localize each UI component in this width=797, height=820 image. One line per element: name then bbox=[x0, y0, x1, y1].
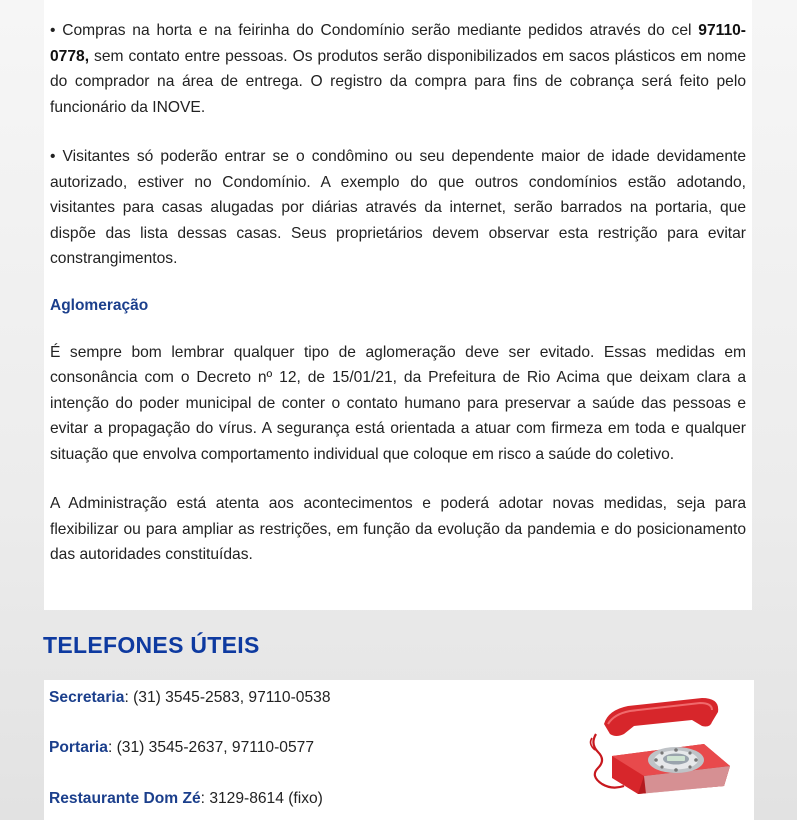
contact-restaurante bbox=[49, 789, 323, 809]
contact-label: Restaurante Dom Zé bbox=[49, 790, 201, 807]
compras-phone-number: 97110-0778, bbox=[50, 22, 746, 65]
compras-text-after: sem contato entre pessoas. Os produtos serão disponibilizados em sacos plásticos em nome do comprador na área de entrega. O registro da compra para fins de cobrança será feito pelo funcionário da INOVE. bbox=[50, 47, 746, 116]
contact-secretaria bbox=[49, 688, 331, 708]
contact-value: : 3129-8614 (fixo) bbox=[200, 790, 323, 807]
contact-label: Portaria bbox=[49, 739, 108, 756]
telefones-title: TELEFONES ÚTEIS bbox=[43, 632, 260, 658]
paragraph-visitantes: • Visitantes só poderão entrar se o condômino ou seu dependente maior de idade devidamente autorizado, estiver no Condomínio. A exemplo do que outros condomínios estão adotando, visitantes para casas alugadas por diárias através da internet, serão barrados na portaria, que dispõe das lista dessas casas. Seus proprietários devem observar esta restrição para evitar constrangimentos. bbox=[50, 148, 746, 267]
contact-portaria bbox=[49, 738, 314, 758]
red-telephone-icon bbox=[584, 694, 738, 798]
contact-value: : (31) 3545-2583, 97110-0538 bbox=[124, 689, 331, 706]
contacts-panel bbox=[44, 680, 754, 820]
contact-label: Secretaria bbox=[49, 689, 125, 706]
paragraph-aglomeracao: É sempre bom lembrar qualquer tipo de aglomeração deve ser evitado. Essas medidas em consonância com o Decreto nº 12, de 15/01/21, da Prefeitura de Rio Acima que deixam clara a intenção do poder municipal de conter o contato humano para preservar a saúde das pessoas e evitar a propagação do vírus. A segurança está orientada a atuar com firmeza em toda e qualquer situação que envolva comportamento individual que coloque em risco a saúde do coletivo. bbox=[50, 343, 746, 463]
article-panel bbox=[44, 0, 752, 610]
heading-aglomeracao: Aglomeração bbox=[50, 296, 149, 314]
paragraph-compras bbox=[50, 18, 746, 120]
compras-text-before: • Compras na horta e na feirinha do Condomínio serão mediante pedidos através do cel bbox=[50, 22, 699, 39]
paragraph-administracao: A Administração está atenta aos acontecimentos e poderá adotar novas medidas, seja para flexibilizar ou para ampliar as restrições, em função da evolução da pandemia e do posicionamento das autoridades constituídas. bbox=[50, 495, 746, 563]
contact-value: : (31) 3545-2637, 97110-0577 bbox=[107, 739, 314, 756]
